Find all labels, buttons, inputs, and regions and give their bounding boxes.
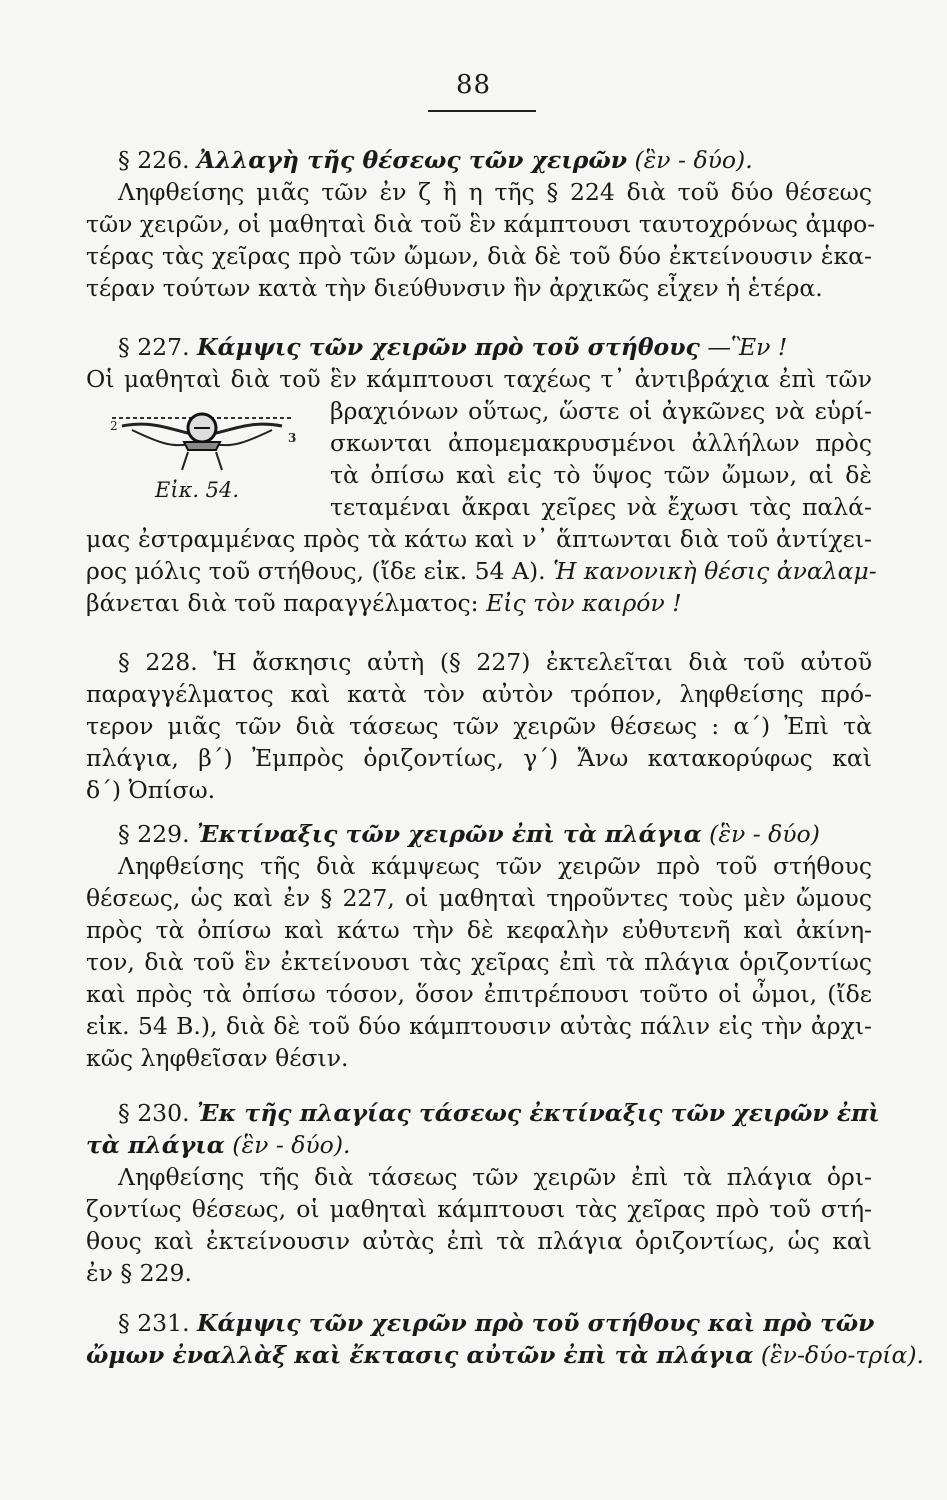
page-number: 88 xyxy=(455,70,492,100)
paragraph-line: τῶν χειρῶν, οἱ μαθηταὶ διὰ τοῦ ἓν κάμπτουσι ταυτοχρόνως ἀμφο- xyxy=(86,210,876,238)
paragraph-line: ζοντίως θέσεως, οἱ μαθηταὶ κάμπτουσι τὰς χεῖρας πρὸ τοῦ στή- xyxy=(86,1195,872,1223)
paragraph-line: τὰ ὀπίσω καὶ εἰς τὸ ὕψος τῶν ὤμων, αἱ δὲ xyxy=(330,461,872,489)
paragraph-line: μας ἐστραμμένας πρὸς τὰ κάτω καὶ ν᾽ ἅπτωνται διὰ τοῦ ἀντίχει- xyxy=(86,525,872,553)
header-rule xyxy=(428,110,536,112)
section-heading: § 231. Κάμψις τῶν χειρῶν πρὸ τοῦ στήθους καὶ πρὸ τῶν xyxy=(118,1309,875,1337)
section-227 xyxy=(86,331,872,395)
section-heading: § 230. Ἐκ τῆς πλαγίας τάσεως ἐκτίναξις τῶν χειρῶν ἐπὶ xyxy=(118,1099,880,1127)
section-227-continued xyxy=(86,523,877,619)
section-heading-continued: τὰ πλάγια (ἓν - δύο). xyxy=(86,1131,351,1159)
paragraph-line: βραχιόνων οὕτως, ὥστε οἱ ἀγκῶνες νὰ εὑρί- xyxy=(330,397,872,425)
figure-label-left: 2 xyxy=(110,419,118,433)
paragraph-line: § 228. Ἡ ἄσκησις αὐτὴ (§ 227) ἐκτελεῖται διὰ τοῦ αὐτοῦ xyxy=(118,648,872,676)
paragraph-line: βάνεται διὰ τοῦ παραγγέλματος: Εἰς τὸν καιρόν ! xyxy=(86,589,682,617)
paragraph-line: θους καὶ ἐκτείνουσιν αὐτὰς ἐπὶ τὰ πλάγια ὁριζοντίως, ὡς καὶ xyxy=(86,1227,872,1255)
paragraph-line: πρὸς τὰ ὀπίσω καὶ κάτω τὴν δὲ κεφαλὴν εὐθυτενῆ καὶ ἀκίνη- xyxy=(86,916,872,944)
section-227-wrapped-text xyxy=(330,395,872,523)
paragraph-line: παραγγέλματος καὶ κατὰ τὸν αὐτὸν τρόπον, ληφθείσης πρό- xyxy=(86,680,872,708)
paragraph-line: τέρας τὰς χεῖρας πρὸ τῶν ὤμων, διὰ δὲ τοῦ δύο ἐκτείνουσιν ἑκα- xyxy=(86,242,872,270)
paragraph-line: τερον μιᾶς τῶν διὰ τάσεως τῶν χειρῶν θέσεως : α΄) Ἐπὶ τὰ xyxy=(86,712,872,740)
section-226 xyxy=(86,144,876,304)
section-heading-continued: ὤμων ἐναλλὰξ καὶ ἔκτασις αὐτῶν ἐπὶ τὰ πλάγια (ἓν-δύο-τρία). xyxy=(86,1341,924,1369)
command-text: Εἰς τὸν καιρόν ! xyxy=(486,589,682,617)
paragraph-line: εἰκ. 54 Β.), διὰ δὲ τοῦ δύο κάμπτουσιν αὐτὰς πάλιν εἰς τὴν ἀρχι- xyxy=(86,1012,872,1040)
section-231 xyxy=(86,1307,924,1371)
paragraph-line: Ληφθείσης τῆς διὰ τάσεως τῶν χειρῶν ἐπὶ τὰ πλάγια ὁρι- xyxy=(118,1163,872,1191)
section-230 xyxy=(86,1097,880,1289)
paragraph-line: τεταμέναι ἄκραι χεῖρες νὰ ἔχωσι τὰς παλά- xyxy=(330,493,872,521)
paragraph-line: πλάγια, β΄) Ἐμπρὸς ὁριζοντίως, γ΄) Ἄνω κατακορύφως καὶ xyxy=(86,744,872,772)
section-229 xyxy=(86,818,872,1074)
paragraph-line: Οἱ μαθηταὶ διὰ τοῦ ἓν κάμπτουσι ταχέως τ᾽ ἀντιβράχια ἐπὶ τῶν xyxy=(86,365,872,393)
paragraph-line: δ΄) Ὀπίσω. xyxy=(86,776,216,804)
paragraph-line: τον, διὰ τοῦ ἓν ἐκτείνουσι τὰς χεῖρας ἐπὶ τὰ πλάγια ὁριζοντίως xyxy=(86,948,872,976)
paragraph-line: κῶς ληφθεῖσαν θέσιν. xyxy=(86,1044,349,1072)
figure-label-right: 3 xyxy=(288,431,297,445)
paragraph-line: ἐν § 229. xyxy=(86,1259,192,1287)
section-228 xyxy=(86,646,872,806)
section-heading: § 227. Κάμψις τῶν χειρῶν πρὸ τοῦ στήθους —Ἓν ! xyxy=(118,333,788,361)
paragraph-line: θέσεως, ὡς καὶ ἐν § 227, οἱ μαθηταὶ τηροῦντες τοὺς μὲν ὤμους xyxy=(86,884,872,912)
paragraph-line: σκωνται ἀπομεμακρυσμένοι ἀλλήλων πρὸς xyxy=(330,429,872,457)
paragraph-line: ρος μόλις τοῦ στήθους, (ἴδε εἰκ. 54 Α). Ἡ κανονικὴ θέσις ἀναλαμ- xyxy=(86,557,877,585)
paragraph-line: Ληφθείσης μιᾶς τῶν ἐν ζ ἢ η τῆς § 224 διὰ τοῦ δύο θέσεως xyxy=(118,178,872,206)
figure-caption: Εἰκ. 54. xyxy=(155,478,240,502)
paragraph-line: καὶ πρὸς τὰ ὀπίσω τόσον, ὅσον ἐπιτρέπουσι τοῦτο οἱ ὦμοι, (ἴδε xyxy=(86,980,872,1008)
section-heading: § 226. Ἀλλαγὴ τῆς θέσεως τῶν χειρῶν (ἓν - δύο). xyxy=(118,146,753,174)
paragraph-line: Ληφθείσης τῆς διὰ κάμψεως τῶν χειρῶν πρὸ τοῦ στήθους xyxy=(118,852,872,880)
section-heading: § 229. Ἐκτίναξις τῶν χειρῶν ἐπὶ τὰ πλάγια (ἓν - δύο) xyxy=(118,820,820,848)
paragraph-line: τέραν τούτων κατὰ τὴν διεύθυνσιν ἣν ἀρχικῶς εἶχεν ἡ ἑτέρα. xyxy=(86,274,823,302)
